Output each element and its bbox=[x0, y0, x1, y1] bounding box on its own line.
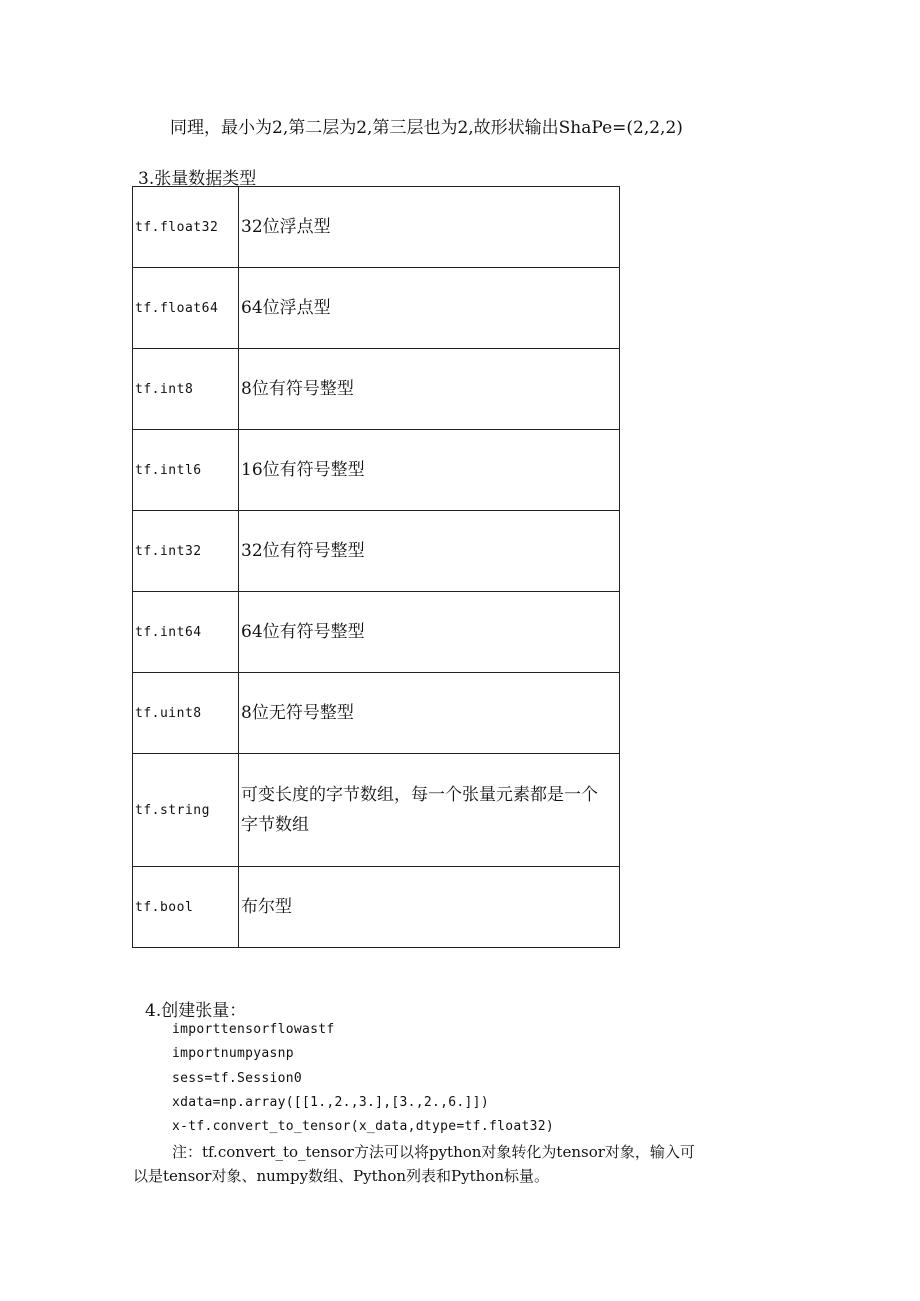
dtype-name: tf.uint8 bbox=[133, 673, 239, 754]
table-row bbox=[133, 673, 620, 754]
table-row bbox=[133, 430, 620, 511]
dtype-description: 64位有符号整型 bbox=[239, 592, 620, 673]
dtype-name: tf.int64 bbox=[133, 592, 239, 673]
table-row bbox=[133, 268, 620, 349]
table-row bbox=[133, 754, 620, 867]
dtype-description: 32位浮点型 bbox=[239, 187, 620, 268]
table-row bbox=[133, 867, 620, 948]
table-row bbox=[133, 187, 620, 268]
dtype-description: 8位无符号整型 bbox=[239, 673, 620, 754]
dtype-table bbox=[132, 186, 620, 948]
dtype-name: tf.string bbox=[133, 754, 239, 867]
code-line: importtensorflowastf bbox=[172, 1022, 335, 1037]
table-row bbox=[133, 592, 620, 673]
dtype-description: 32位有符号整型 bbox=[239, 511, 620, 592]
dtype-name: tf.int8 bbox=[133, 349, 239, 430]
dtype-name: tf.intl6 bbox=[133, 430, 239, 511]
code-line: xdata=np.array([[1.,2.,3.],[3.,2.,6.]]) bbox=[172, 1095, 489, 1110]
dtype-name: tf.int32 bbox=[133, 511, 239, 592]
dtype-name: tf.float32 bbox=[133, 187, 239, 268]
section-3-heading: 3.张量数据类型 bbox=[138, 169, 257, 189]
intro-paragraph: 同理，最小为2,第二层为2,第三层也为2,故形状输出ShaPe=(2,2,2) bbox=[170, 118, 683, 138]
code-line: importnumpyasnp bbox=[172, 1046, 294, 1061]
dtype-name: tf.bool bbox=[133, 867, 239, 948]
code-line: x-tf.convert_to_tensor(x_data,dtype=tf.float32) bbox=[172, 1119, 554, 1134]
code-line: sess=tf.Session0 bbox=[172, 1071, 303, 1086]
table-row bbox=[133, 511, 620, 592]
dtype-description: 可变长度的字节数组，每一个张量元素都是一个字节数组 bbox=[239, 754, 620, 867]
dtype-description: 64位浮点型 bbox=[239, 268, 620, 349]
dtype-description: 布尔型 bbox=[239, 867, 620, 948]
note-line: 以是tensor对象、numpy数组、Python列表和Python标量。 bbox=[133, 1167, 549, 1185]
table-row bbox=[133, 349, 620, 430]
dtype-description: 8位有符号整型 bbox=[239, 349, 620, 430]
section-4-heading: 4.创建张量： bbox=[145, 1001, 247, 1021]
dtype-description: 16位有符号整型 bbox=[239, 430, 620, 511]
note-line: 注：tf.convert_to_tensor方法可以将python对象转化为tensor对象，输入可 bbox=[172, 1143, 695, 1161]
dtype-name: tf.float64 bbox=[133, 268, 239, 349]
